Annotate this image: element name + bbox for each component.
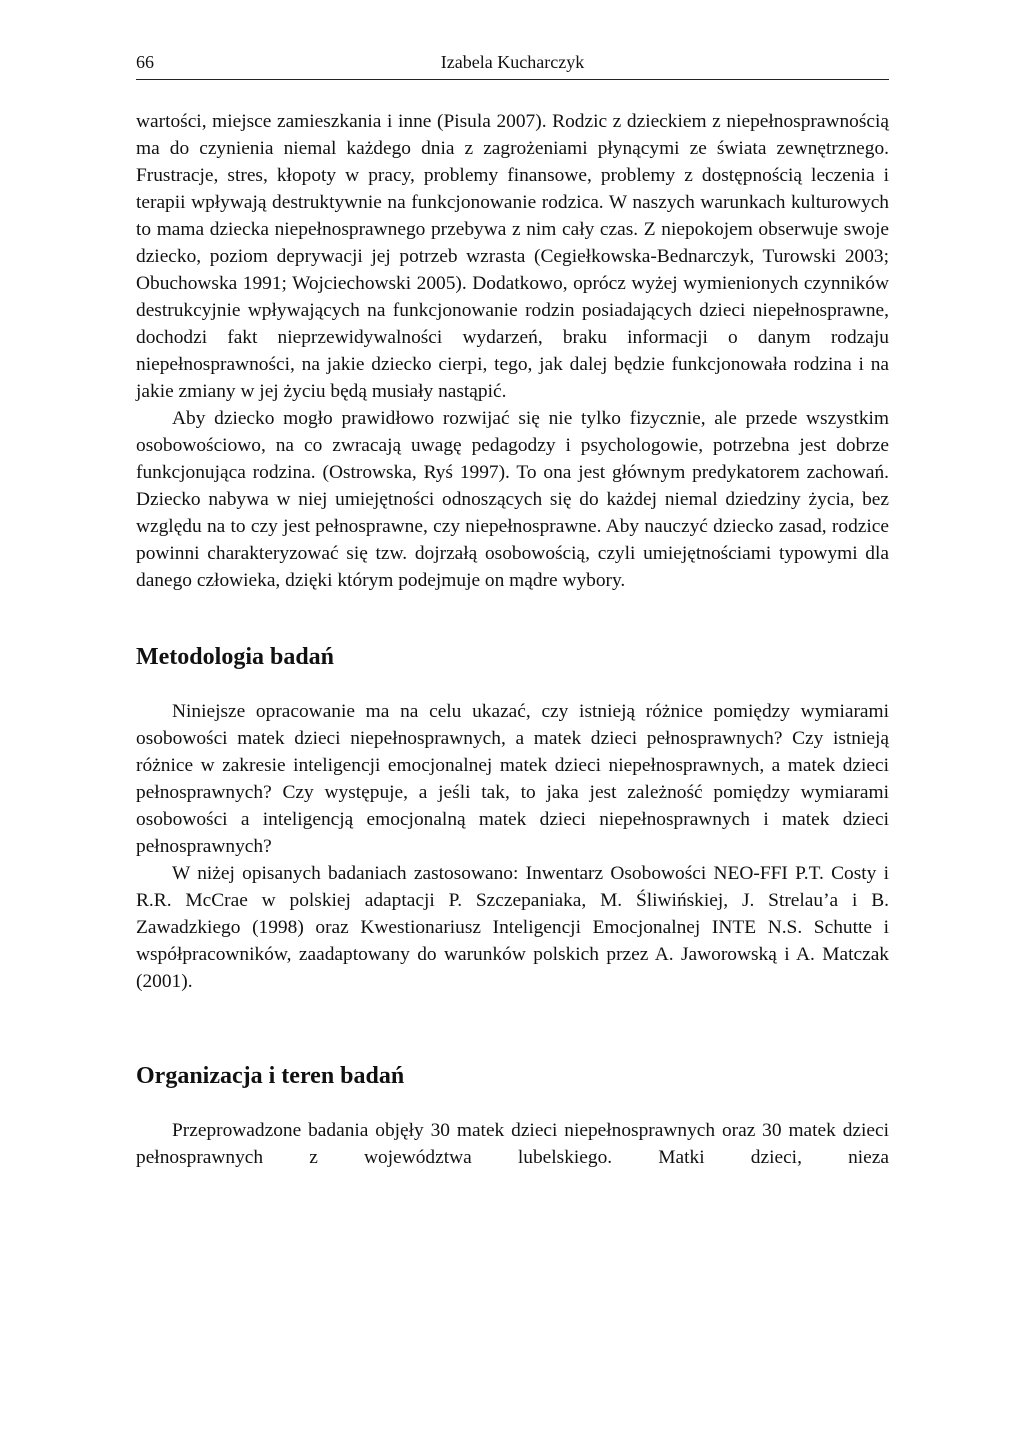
paragraph-family-threats: wartości, miejsce zamieszkania i inne (Pisula 2007). Rodzic z dzieckiem z niepełnosprawnością ma do czynienia niemal każdego dnia z zagrożeniami płynącymi ze świata zewnętrznego. Frustracje, stres, kłopoty w pracy, problemy finansowe, problemy z dostępnością leczenia i terapii wpływają destruktywnie na funkcjonowanie rodzica. W naszych warunkach kulturowych to mama dziecka niepełnosprawnego przebywa z nim cały czas. Z niepokojem obserwuje swoje dziecko, poziom deprywacji jej potrzeb wzrasta (Cegiełkowska-Bednarczyk, Turowski 2003; Obuchowska 1991; Wojciechowski 2005). Dodatkowo, oprócz wyżej wymienionych czynników destrukcyjnie wpływających na funkcjonowanie rodzin posiadających dzieci niepełnosprawne, dochodzi fakt nieprzewidywalności wydarzeń, braku informacji o danym rodzaju niepełnosprawności, na jakie dziecko cierpi, tego, jak dalej będzie funkcjonowała rodzina i na jakie zmiany w jej życiu będą musiały nastąpić. xyxy=(136,111,889,402)
page-body xyxy=(136,108,889,1171)
section-heading-organization: Organizacja i teren badań xyxy=(136,1063,405,1089)
paragraph-sample: Przeprowadzone badania objęły 30 matek dzieci niepełnosprawnych oraz 30 matek dzieci pełnosprawnych z województwa lubelskiego. Matki dzieci, nieza xyxy=(136,1120,889,1168)
header-author: Izabela Kucharczyk xyxy=(440,52,585,72)
page-number: 66 xyxy=(136,52,154,72)
paragraph-family-role: Aby dziecko mogło prawidłowo rozwijać się nie tylko fizycznie, ale przede wszystkim osobowościowo, na co zwracają uwagę pedagodzy i psychologowie, potrzebna jest dobrze funkcjonująca rodzina. (Ostrowska, Ryś 1997). To ona jest głównym predykatorem zachowań. Dziecko nabywa w niej umiejętności odnoszących się do każdej niemal dziedziny życia, bez względu na to czy jest pełnosprawne, czy niepełnosprawne. Aby nauczyć dziecko zasad, rodzice powinni charakteryzować się tzw. dojrzałą osobowością, czyli umiejętnościami typowymi dla danego człowieka, dzięki którym podejmuje on mądre wybory. xyxy=(136,408,889,591)
section-heading-methodology: Metodologia badań xyxy=(136,644,335,670)
paragraph-instruments: W niżej opisanych badaniach zastosowano: Inwentarz Osobowości NEO-FFI P.T. Costy i R.R. McCrae w polskiej adaptacji P. Szczepaniaka, M. Śliwińskiej, J. Strelau’a i B. Zawadzkiego (1998) oraz Kwestionariusz Inteligencji Emocjonalnej INTE N.S. Schutte i współpracowników, zaadaptowany do warunków polskich przez A. Jaworowską i A. Matczak (2001). xyxy=(136,863,889,992)
running-header xyxy=(136,0,889,80)
book-page xyxy=(136,0,889,1171)
paragraph-research-questions: Niniejsze opracowanie ma na celu ukazać, czy istnieją różnice pomiędzy wymiarami osobowości matek dzieci niepełnosprawnych, a matek dzieci pełnosprawnych? Czy istnieją różnice w zakresie inteligencji emocjonalnej matek dzieci niepełnosprawnych, a matek dzieci pełnosprawnych? Czy występuje, a jeśli tak, to jaka jest zależność pomiędzy wymiarami osobowości a inteligencją emocjonalną matek dzieci niepełnosprawnych i matek dzieci pełnosprawnych? xyxy=(136,701,889,857)
